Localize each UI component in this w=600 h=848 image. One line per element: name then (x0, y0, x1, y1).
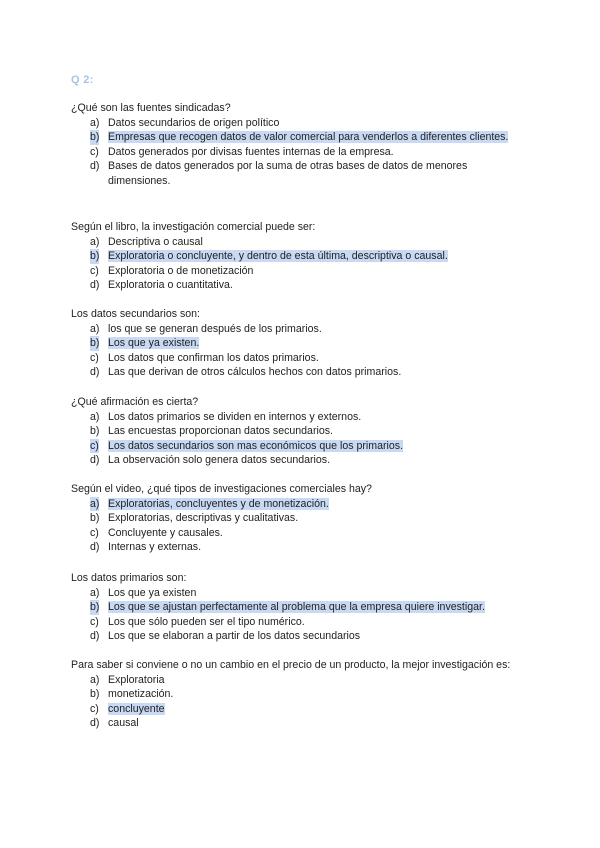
answer-option[interactable] (71, 716, 531, 731)
option-letter: b) (90, 425, 100, 438)
option-letter: c) (90, 145, 99, 158)
question-block (71, 658, 531, 731)
answer-option[interactable] (71, 159, 531, 188)
answer-option-selected[interactable] (71, 600, 531, 615)
option-text: Exploratorias, concluyentes y de monetización. (108, 497, 329, 510)
option-text: Los datos que confirman los datos primarios. (108, 351, 319, 364)
option-letter: a) (90, 673, 100, 686)
option-letter: a) (90, 586, 100, 599)
option-text: Datos secundarios de origen político (108, 116, 280, 129)
option-text: Exploratoria o de monetización (108, 264, 254, 277)
option-text: Los que se elaboran a partir de los datos secundarios (108, 630, 361, 643)
answer-option[interactable] (71, 410, 531, 425)
answer-option-selected[interactable] (71, 439, 531, 454)
option-letter: b) (90, 512, 100, 525)
answer-option[interactable] (71, 264, 531, 279)
answer-options (71, 673, 531, 731)
option-letter: b) (90, 601, 100, 614)
answer-option-selected[interactable] (71, 336, 531, 351)
option-text: Los que ya existen. (108, 337, 200, 350)
option-letter: d) (90, 630, 100, 643)
answer-option[interactable] (71, 424, 531, 439)
option-letter: d) (90, 717, 100, 730)
question-block (71, 101, 531, 189)
question-text: ¿Qué afirmación es cierta? (71, 396, 199, 408)
option-letter: c) (90, 351, 99, 364)
question-block (71, 307, 531, 380)
option-text: Empresas que recogen datos de valor comercial para venderlos a diferentes clientes. (108, 131, 509, 144)
question-text: ¿Qué son las fuentes sindicadas? (71, 102, 231, 114)
answer-option-selected[interactable] (71, 130, 531, 145)
question-text: Los datos secundarios son: (71, 308, 200, 320)
option-text: Las que derivan de otros cálculos hechos con datos primarios. (108, 366, 402, 379)
question-block (71, 395, 531, 468)
option-text: Los datos secundarios son mas económicos que los primarios. (108, 439, 404, 452)
answer-option[interactable] (71, 322, 531, 337)
option-letter: d) (90, 454, 100, 467)
option-letter: a) (90, 116, 100, 129)
answer-options (71, 116, 531, 189)
answer-option-selected[interactable] (71, 249, 531, 264)
answer-option[interactable] (71, 687, 531, 702)
question-block (71, 482, 531, 555)
option-text: Internas y externas. (108, 541, 202, 554)
option-text: Exploratoria o cuantitativa. (108, 279, 233, 292)
answer-option[interactable] (71, 629, 531, 644)
answer-option[interactable] (71, 116, 531, 131)
option-text: Los que se ajustan perfectamente al problema que la empresa quiere investigar. (108, 601, 485, 614)
option-text: los que se generan después de los primarios. (108, 322, 322, 335)
option-letter: a) (90, 322, 100, 335)
answer-option[interactable] (71, 278, 531, 293)
option-text: Descriptiva o causal (108, 235, 203, 248)
option-text: concluyente (108, 702, 165, 715)
section-heading: Q 2: (71, 74, 94, 86)
option-text: causal (108, 717, 139, 730)
option-text: monetización. (108, 688, 174, 701)
option-letter: b) (90, 250, 100, 263)
question-text: Para saber si conviene o no un cambio en el precio de un producto, la mejor investigación es: (71, 659, 511, 671)
question-text: Según el video, ¿qué tipos de investigaciones comerciales hay? (71, 483, 372, 495)
answer-option[interactable] (71, 453, 531, 468)
option-text: Concluyente y causales. (108, 526, 223, 539)
option-letter: d) (90, 279, 100, 292)
answer-option[interactable] (71, 145, 531, 160)
option-letter: d) (90, 160, 100, 173)
option-letter: d) (90, 541, 100, 554)
answer-option-selected[interactable] (71, 702, 531, 717)
answer-option[interactable] (71, 673, 531, 688)
answer-option-selected[interactable] (71, 497, 531, 512)
answer-option[interactable] (71, 351, 531, 366)
question-text: Según el libro, la investigación comercial puede ser: (71, 221, 316, 233)
answer-option[interactable] (71, 526, 531, 541)
option-text: Exploratoria (108, 673, 165, 686)
option-letter: b) (90, 131, 100, 144)
option-text: Datos generados por divisas fuentes internas de la empresa. (108, 145, 394, 158)
answer-option[interactable] (71, 540, 531, 555)
option-text: Los que ya existen (108, 586, 197, 599)
option-letter: a) (90, 497, 100, 510)
option-letter: c) (90, 615, 99, 628)
answer-option[interactable] (71, 365, 531, 380)
question-text: Los datos primarios son: (71, 572, 187, 584)
option-letter: a) (90, 235, 100, 248)
answer-option[interactable] (71, 235, 531, 250)
option-text: Las encuestas proporcionan datos secundarios. (108, 425, 333, 438)
answer-options (71, 322, 531, 380)
question-block (71, 220, 531, 293)
answer-option[interactable] (71, 615, 531, 630)
option-text: Exploratoria o concluyente, y dentro de esta última, descriptiva o causal. (108, 250, 448, 263)
question-block (71, 571, 531, 644)
option-text: Exploratorias, descriptivas y cualitativas. (108, 512, 299, 525)
option-letter: c) (90, 526, 99, 539)
option-text: La observación solo genera datos secundarios. (108, 454, 331, 467)
answer-option[interactable] (71, 511, 531, 526)
option-letter: d) (90, 366, 100, 379)
answer-options (71, 497, 531, 555)
option-letter: b) (90, 688, 100, 701)
option-letter: a) (90, 410, 100, 423)
answer-options (71, 235, 531, 293)
answer-options (71, 586, 531, 644)
option-letter: b) (90, 337, 100, 350)
option-text: Bases de datos generados por la suma de otras bases de datos de menores dimensiones. (108, 160, 468, 187)
option-letter: c) (90, 264, 99, 277)
option-letter: c) (90, 702, 99, 715)
answer-option[interactable] (71, 586, 531, 601)
option-text: Los que sólo pueden ser el tipo numérico. (108, 615, 305, 628)
answer-options (71, 410, 531, 468)
option-letter: c) (90, 439, 99, 452)
option-text: Los datos primarios se dividen en internos y externos. (108, 410, 362, 423)
